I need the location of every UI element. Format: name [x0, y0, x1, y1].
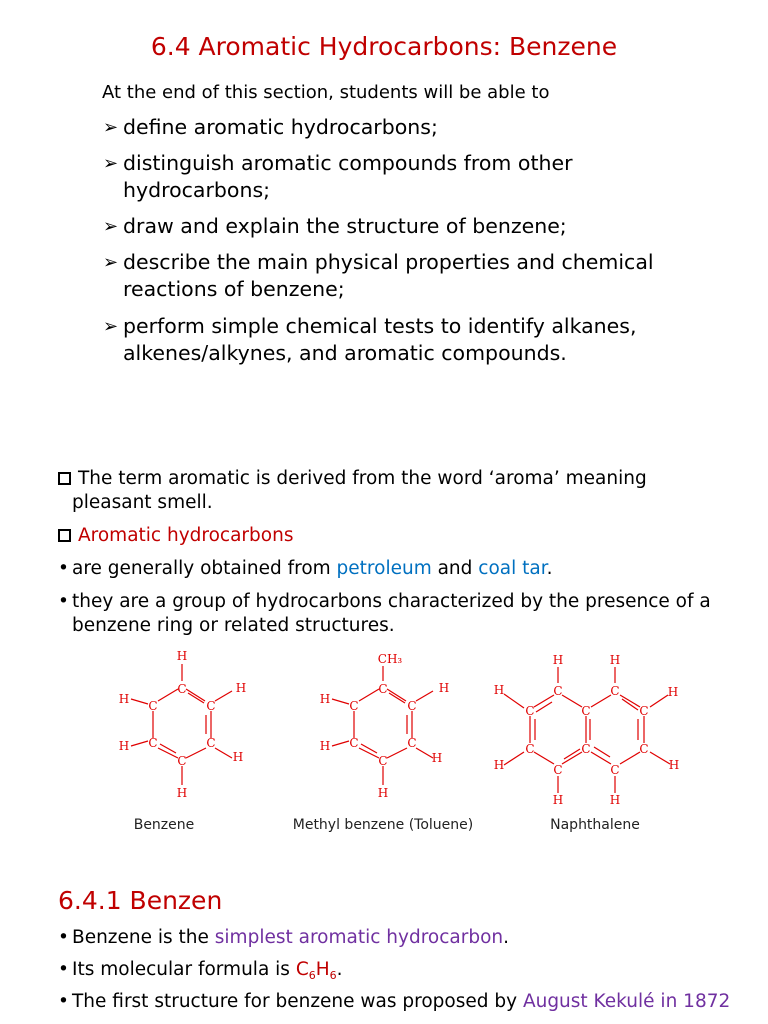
bullet-group	[58, 590, 752, 638]
atom-label: H	[493, 758, 505, 772]
formula-c: C	[295, 959, 309, 980]
atom-label: H	[118, 739, 130, 753]
atom-label: C	[148, 736, 158, 750]
atom-label: C	[581, 742, 591, 756]
formula-h-subscript: 6	[329, 969, 337, 982]
atom-label: H	[609, 653, 621, 667]
atom-label: H	[493, 683, 505, 697]
atom-label: C	[349, 699, 359, 713]
benzen-bullet	[58, 958, 752, 982]
toluene-structure	[311, 645, 451, 805]
simplest-aromatic-link[interactable]: simplest aromatic hydrocarbon	[214, 927, 504, 948]
objective-text: describe the main physical properties and chemical reactions of benzene;	[123, 250, 654, 301]
atom-label: C	[639, 704, 649, 718]
page-title: 6.4 Aromatic Hydrocarbons: Benzene	[150, 32, 618, 61]
objective-item	[103, 114, 683, 141]
petroleum-link[interactable]: petroleum	[336, 558, 432, 579]
atom-label: C	[177, 682, 187, 696]
objective-text: perform simple chemical tests to identify alkanes, alkenes/alkynes, and aromatic compounds.	[123, 314, 637, 365]
objective-text: distinguish aromatic compounds from other hydrocarbons;	[123, 151, 573, 202]
bullet-dot-icon: •	[58, 927, 69, 948]
atom-label: C	[206, 736, 216, 750]
bullet-text: .	[336, 959, 343, 980]
atom-label: H	[176, 786, 188, 800]
arrow-bullet-icon: ➢	[103, 252, 119, 273]
atom-label: H	[176, 649, 188, 663]
atom-label: H	[431, 751, 443, 765]
toluene-caption: Methyl benzene (Toluene)	[292, 817, 474, 833]
naphthalene-caption: Naphthalene	[550, 817, 640, 833]
naphthalene-structure	[490, 645, 690, 805]
objective-item	[103, 313, 683, 367]
atom-label: C	[349, 736, 359, 750]
bullet-text: .	[503, 927, 510, 948]
atom-label: C	[407, 736, 417, 750]
objective-item	[103, 213, 683, 240]
atom-label: H	[319, 739, 331, 753]
objective-text: define aromatic hydrocarbons;	[123, 115, 438, 139]
bullet-dot-icon: •	[58, 591, 69, 612]
bullet-text: they are a group of hydrocarbons characterized by the presence of a benzene ring or related structures.	[72, 591, 711, 636]
arrow-bullet-icon: ➢	[103, 117, 119, 138]
bullet-text: .	[546, 558, 553, 579]
atom-label: C	[177, 754, 187, 768]
objective-item	[103, 249, 683, 303]
atom-label: C	[378, 682, 388, 696]
bullet-text: and	[431, 558, 479, 579]
bullet-text: Benzene is the	[72, 927, 215, 948]
atom-label: C	[378, 754, 388, 768]
formula-c-subscript: 6	[308, 969, 316, 982]
atom-label: C	[581, 704, 591, 718]
aroma-line-2: pleasant smell.	[72, 492, 213, 513]
benzen-bullet	[58, 990, 752, 1014]
checkbox-square-icon	[58, 529, 71, 542]
bullet-sources	[58, 557, 752, 581]
bullet-dot-icon: •	[58, 959, 69, 980]
atom-label: CH₃	[377, 652, 403, 666]
objectives-intro: At the end of this section, students will be able to	[102, 82, 550, 103]
arrow-bullet-icon: ➢	[103, 216, 119, 237]
aroma-definition	[58, 467, 647, 515]
bullet-text: Its molecular formula is	[72, 959, 296, 980]
atom-label: H	[319, 692, 331, 706]
arrow-bullet-icon: ➢	[103, 153, 119, 174]
benzene-structure	[110, 645, 250, 805]
kekule-link[interactable]: August Kekulé in 1872	[522, 991, 731, 1012]
atom-label: C	[553, 684, 563, 698]
atom-label: C	[553, 763, 563, 777]
molecular-formula	[296, 959, 337, 980]
objective-text: draw and explain the structure of benzene;	[123, 214, 567, 238]
aromatic-heading	[58, 524, 293, 548]
checkbox-square-icon	[58, 472, 71, 485]
atom-label: H	[552, 653, 564, 667]
atom-label: C	[525, 704, 535, 718]
benzen-bullet	[58, 926, 752, 950]
bullet-text: The first structure for benzene was proposed by	[72, 991, 523, 1012]
atom-label: H	[668, 758, 680, 772]
atom-label: H	[232, 750, 244, 764]
aroma-line-1: The term aromatic is derived from the word ‘aroma’ meaning	[78, 468, 647, 489]
bullet-text: are generally obtained from	[72, 558, 337, 579]
atom-label: C	[525, 742, 535, 756]
atom-label: H	[235, 681, 247, 695]
atom-label: H	[609, 793, 621, 807]
atom-label: H	[377, 786, 389, 800]
atom-label: C	[639, 742, 649, 756]
atom-label: H	[552, 793, 564, 807]
atom-label: C	[407, 699, 417, 713]
atom-label: H	[118, 692, 130, 706]
atom-label: H	[438, 681, 450, 695]
aromatic-heading-text: Aromatic hydrocarbons	[78, 525, 294, 546]
bullet-dot-icon: •	[58, 558, 69, 579]
section-heading: 6.4.1 Benzen	[58, 886, 223, 915]
benzene-caption: Benzene	[133, 817, 195, 833]
atom-label: C	[610, 684, 620, 698]
arrow-bullet-icon: ➢	[103, 316, 119, 337]
atom-label: C	[206, 699, 216, 713]
bullet-dot-icon: •	[58, 991, 69, 1012]
atom-label: H	[667, 685, 679, 699]
coal-tar-link[interactable]: coal tar	[478, 558, 547, 579]
objective-item	[103, 150, 683, 204]
formula-h: H	[315, 959, 330, 980]
atom-label: C	[610, 763, 620, 777]
atom-label: C	[148, 699, 158, 713]
